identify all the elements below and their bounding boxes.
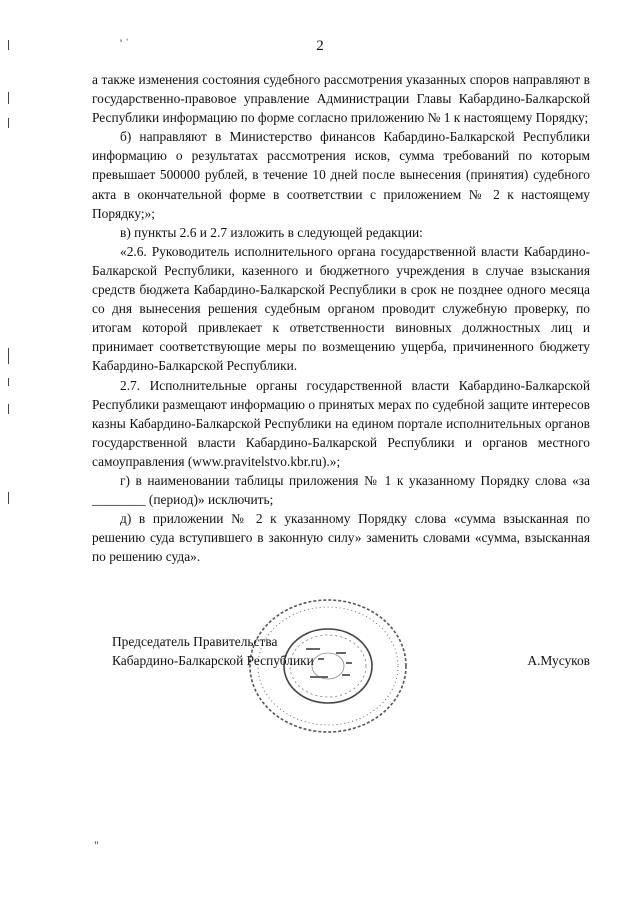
paragraph: а также изменения состояния судебного рассмотрения указанных споров направляют в государственно-правовое управление Администрации Главы Кабардино-Балкарской Республики информацию по форме согласно приложению № 1 к настоящему Порядку; (92, 72, 590, 126)
paragraph: б) направляют в Министерство финансов Кабардино-Балкарской Республики информацию о результатах рассмотрения исков, сумма требований по которым превышает 500000 рублей, в течение 10 дней после вынесения (принятия) судебного акта в окончательной форме в соответствии с приложением № 2 к настоящему Порядку;»; (92, 129, 590, 221)
margin-mark (8, 348, 9, 364)
margin-mark (8, 378, 9, 386)
paragraph: 2.7. Исполнительные органы государственной власти Кабардино-Балкарской Республики размещают информацию о принятых мерах по судебной защите интересов казны Кабардино-Балкарской Республики на едином портале исполнительных органов государственной власти Кабардино-Балкарской Республики и органов местного самоуправления (www.pravitelstvo.kbr.ru).»; (92, 377, 590, 469)
signatory-title (112, 632, 314, 670)
page-number: 2 (316, 38, 324, 54)
paragraph: д) в приложении № 2 к указанному Порядку слова «сумма взысканная по решению суда вступившего в законную силу» заменить словами «сумма, взысканная по решению суда». (92, 511, 590, 565)
scan-marks-top: ' ˈ (120, 36, 130, 50)
margin-mark (8, 492, 9, 504)
paragraph: в) пункты 2.6 и 2.7 изложить в следующей редакции: (120, 224, 423, 240)
signatory-title-line: Председатель Правительства (112, 634, 278, 649)
paragraph: «2.6. Руководитель исполнительного органа государственной власти Кабардино-Балкарской Республики, казенного и бюджетного учреждения в случае взыскания средств бюджета Кабардино-Балкарской Республики в срок не позднее одного месяца со дня вынесения решения судебным органом проводит служебную проверку, по итогам которой привлекает к ответственности виновных должностных лиц и принимает соответствующие меры по возмещению ущерба, причиненного бюджету Кабардино-Балкарской Республики. (92, 243, 590, 374)
signatory-title-line: Кабардино-Балкарской Республики (112, 653, 314, 669)
margin-mark (8, 404, 9, 414)
scan-marks-bottom: " (94, 838, 99, 852)
body-text (92, 70, 590, 566)
paragraph: г) в наименовании таблицы приложения № 1 к указанному Порядку слова «за ________ (период)» исключить; (92, 472, 590, 508)
margin-mark (8, 92, 9, 104)
signatory-name: А.Мусуков (527, 653, 590, 668)
margin-mark (8, 118, 9, 128)
